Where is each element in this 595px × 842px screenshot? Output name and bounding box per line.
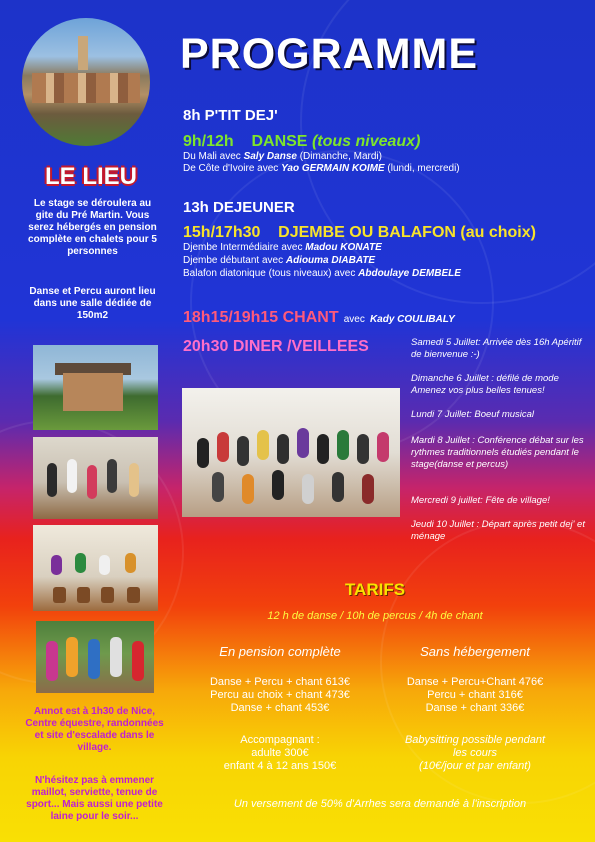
dance-heading: 9h/12h DANSE (tous niveaux): [183, 133, 421, 150]
lieu-title: LE LIEU: [44, 163, 137, 190]
accompagnant-prices: Accompagnant : adulte 300€ enfant 4 à 12 ans 150€: [223, 734, 337, 772]
note-monday: Lundi 7 Juillet: Boeuf musical: [411, 409, 535, 420]
sans-hebergement-prices: Danse + Percu+Chant 476€ Percu + chant 316€ Danse + chant 336€: [406, 676, 544, 714]
pension-title: En pension complète: [219, 644, 341, 659]
dance-class-photo: [33, 437, 158, 519]
breakfast-heading: 8h P'TIT DEJ': [183, 107, 278, 124]
lieu-text-1: Le stage se déroulera au gite du Pré Martin. Vous serez hébergés en pension complète en chalets pour 5 personnes: [28, 198, 157, 257]
lunch-heading: 13h DEJEUNER: [183, 199, 295, 216]
drums-line-1: Djembe Intermédiaire avec Madou KONATE: [183, 242, 382, 253]
drums-heading: 15h/17h30 DJEMBE OU BALAFON (au choix): [183, 224, 536, 241]
tarifs-hours: 12 h de danse / 10h de percus / 4h de chant: [267, 610, 483, 622]
drums-line-3: Balafon diatonique (tous niveaux) avec Abdoulaye DEMBELE: [183, 268, 461, 279]
page-title: PROGRAMME: [180, 30, 479, 78]
chalet-photo: [33, 345, 158, 430]
village-photo: [22, 18, 150, 146]
note-tuesday: Mardi 8 Juillet : Conférence débat sur les rythmes traditionnels étudiés pendant le stage(danse et percus): [411, 435, 584, 470]
packing-tips: N'hésitez pas à emmener maillot, serviette, tenue de sport... Mais aussi une petite laine pour le soir...: [26, 775, 163, 822]
dinner-heading: 20h30 DINER /VEILLEES: [183, 338, 369, 355]
drum-class-photo: [33, 525, 158, 611]
drums-line-2: Djembe débutant avec Adiouma DIABATE: [183, 255, 376, 266]
dance-line-2: De Côte d'Ivoire avec Yao GERMAIN KOIME (lundi, mercredi): [183, 163, 460, 174]
note-thursday: Jeudi 10 Juillet : Départ après petit dej' et ménage: [411, 519, 585, 542]
note-sunday: Dimanche 6 Juillet : défilé de mode Amenez vos plus belles tenues!: [411, 373, 559, 396]
dance-line-1: Du Mali avec Saly Danse (Dimanche, Mardi): [183, 151, 382, 162]
group-photo: [182, 388, 400, 517]
singing-heading: 18h15/19h15 CHANT avec Kady COULIBALY: [183, 309, 455, 326]
deposit-note: Un versement de 50% d'Arrhes sera demandé à l'inscription: [233, 798, 527, 810]
babysitting-info: Babysitting possible pendant les cours (10€/jour et par enfant): [404, 734, 546, 772]
dancers-outdoor-photo: [36, 621, 154, 693]
note-wednesday: Mercredi 9 juillet: Fête de village!: [411, 495, 550, 506]
lieu-text-2: Danse et Percu auront lieu dans une salle dédiée de 150m2: [29, 286, 156, 321]
tarifs-title: TARIFS: [344, 580, 406, 599]
access-info: Annot est à 1h30 de Nice, Centre équestre, randonnées et site d'escalade dans le village.: [25, 706, 164, 753]
note-saturday: Samedi 5 Juillet: Arrivée dès 16h Apéritif de bienvenue :-): [411, 337, 582, 360]
sans-hebergement-title: Sans hébergement: [420, 644, 530, 659]
pension-prices: Danse + Percu + chant 613€ Percu au choix + chant 473€ Danse + chant 453€: [209, 676, 351, 714]
